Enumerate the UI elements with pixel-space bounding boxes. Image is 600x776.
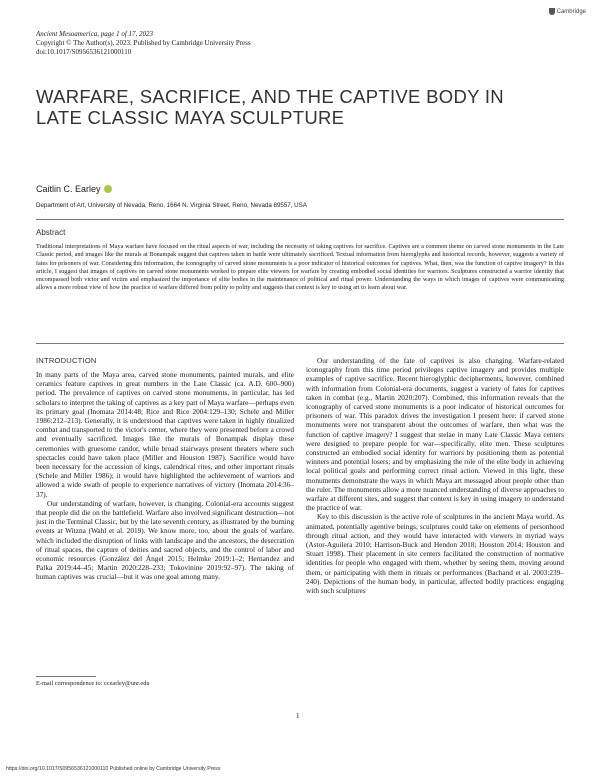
orcid-icon[interactable]: [104, 185, 112, 193]
abstract-bottom-rule: [36, 343, 564, 344]
publisher-logo-text: Cambridge: [556, 8, 586, 15]
article-title-line2: LATE CLASSIC MAYA SCULPTURE: [36, 107, 345, 128]
footnote-email[interactable]: E-mail correspondence to: ccearley@unr.edu: [36, 680, 150, 687]
author-affiliation: Department of Art, University of Nevada, Reno, 1664 N. Virginia Street, Reno, Nevada 89557, USA: [36, 202, 307, 209]
body-paragraph: Our understanding of the fate of captives is also changing. Warfare-related iconography from this time period privileges captive imagery and provides multiple examples of captive sacrifice. Recent hieroglyphic decipherments, however, combined with information from Colonial-era documents, suggest a variety of fates for captives taken in combat (e.g., Martin 2020:207). Combined, this information reveals that the iconography of carved stone monuments is a poor indicator of historical outcomes for prisoners of war. This paradox drives the investigation I present here: if carved stone monuments were not transparent about the outcomes of warfare, then what was the function of captive imagery? I suggest that stelae in many Late Classic Maya centers were designed to prepare people for war—specifically, elite men. These sculptures constructed an embodied social identity for warriors by positioning them as potential winners and potential losers; and by emphasizing the role of the elite body in achieving local political goals and performing correct ritual action. Viewed in this light, these monuments demonstrate the ways in which Maya art messaged about people other than the ruler. The monuments allow a more nuanced understanding of diverse approaches to warfare at different sites, and suggest that context is key in using imagery to understand the practice of war.: [306, 356, 564, 513]
body-paragraph: Our understanding of warfare, however, is changing. Colonial-era accounts suggest that people did die on the battlefield. Warfare also involved significant destruction—not just in the Terminal Classic, but by the late seventh century, as illustrated by the burning events at Witzna (Wahl et al. 2019). We know more, too, about the goals of warfare, which included the disruption of links with landscape and the ancestors, the desecration of ritual spaces, the capture of deities and sacred objects, and the control of labor and economic resources (González del Ángel 2015; Helmke 2019:1–2; Hernandez and Palka 2019:44–45; Martin 2020:228–233; Tokovinine 2019:92–97). The taking of human captives was crucial—but it was one goal among many.: [36, 498, 294, 582]
journal-copyright: Copyright © The Author(s), 2023. Published by Cambridge University Press: [36, 39, 251, 47]
introduction-heading: INTRODUCTION: [36, 356, 97, 365]
page-number: 1: [296, 712, 300, 720]
abstract-text: Traditional interpretations of Maya warfare have focused on the ritual aspects of war, including the necessity of taking captives for sacrifice. Captives are a common theme on carved stone monuments in the Late Classic period, and images like the murals at Bonampak suggest that captives taken in battle were ultimately sacrificed. Textual information from hieroglyphs and historical records, however, suggests a variety of fates for prisoners of war. Considering this information, the iconography of carved stone monuments is a poor indicator of historical outcomes for captives. What, then, was the function of captive imagery? In this article, I suggest that images of captives on carved stone monuments worked to prepare elite viewers for warfare by creating embodied social identities for warriors. Sculptures constructed a warrior identity that encompassed both victor and victim and emphasized the importance of elite bodies in the maintenance of political and ritual power. Understanding the ways in which images of captives were communicating allows a more robust view of how the practice of warfare differed from polity to polity and suggests that context is key to using art to learn about war.: [36, 243, 564, 292]
publisher-logo[interactable]: [549, 8, 586, 15]
bottom-doi-link[interactable]: https://doi.org/10.1017/S0956536121000110 Published online by Cambridge University Press: [6, 766, 221, 772]
journal-doi[interactable]: doi:10.1017/S0956536121000110: [36, 48, 132, 56]
cambridge-shield-icon: [549, 8, 555, 15]
journal-info: [36, 30, 251, 57]
abstract-top-rule: [36, 219, 564, 220]
body-paragraph: In many parts of the Maya area, carved stone monuments, painted murals, and elite ceramics feature captives in great numbers in the Late Classic (ca. A.D. 600–900) period. The prevalence of captives on carved stone monuments, in particular, has led scholars to interpret the taking of captives as a key part of Maya warfare—perhaps even its primary goal (Inomata 2014:48; Rice and Rice 2004:129–130; Schele and Miller 1986:212–213). Generally, it is understood that captives were taken in highly ritualized combat and transported to the victor's center, where they were presented before a crowd and eventually sacrificed. Images like the murals of Bonampak display these ceremonies with gruesome candor, while broad stairways present theaters where such spectacles could have taken place (Miller and Houston 1987). Sacrifice would have been necessary for the accession of kings, calendrical rites, and other important rituals (Schele and Miller 1986); it would have highlighted the achievement of warriors and allowed a wide swath of people to experience narratives of victory (Inomata 2014:36–37).: [36, 370, 294, 499]
article-title: [36, 86, 556, 128]
body-column-right: [306, 356, 564, 595]
author-name[interactable]: Caitlin C. Earley: [36, 184, 101, 194]
article-title-line1: WARFARE, SACRIFICE, AND THE CAPTIVE BODY IN: [36, 86, 504, 107]
body-paragraph: Key to this discussion is the active role of sculptures in the ancient Maya world. As animated, potentially agentive beings, sculptures could take on elements of personhood through ritual action, and they would have interacted with viewers in myriad ways (Astor-Aguilera 2010; Harrison-Buck and Hendon 2018; Houston 2014; Houston and Stuart 1998). Their placement in site centers facilitated the construction of normative identities for people who engaged with them, whether by seeing them, moving around them, or participating with them in rituals or performances (Bachand et al. 2003:239–240). Depictions of the human body, in particular, affected bodily practices: engaging with such sculptures: [306, 512, 564, 596]
author-line: [36, 184, 112, 194]
footnote-rule: [36, 676, 96, 677]
abstract-heading: Abstract: [36, 228, 66, 237]
journal-citation: Ancient Mesoamerica, page 1 of 17, 2023: [36, 30, 154, 38]
body-column-left: [36, 370, 294, 582]
